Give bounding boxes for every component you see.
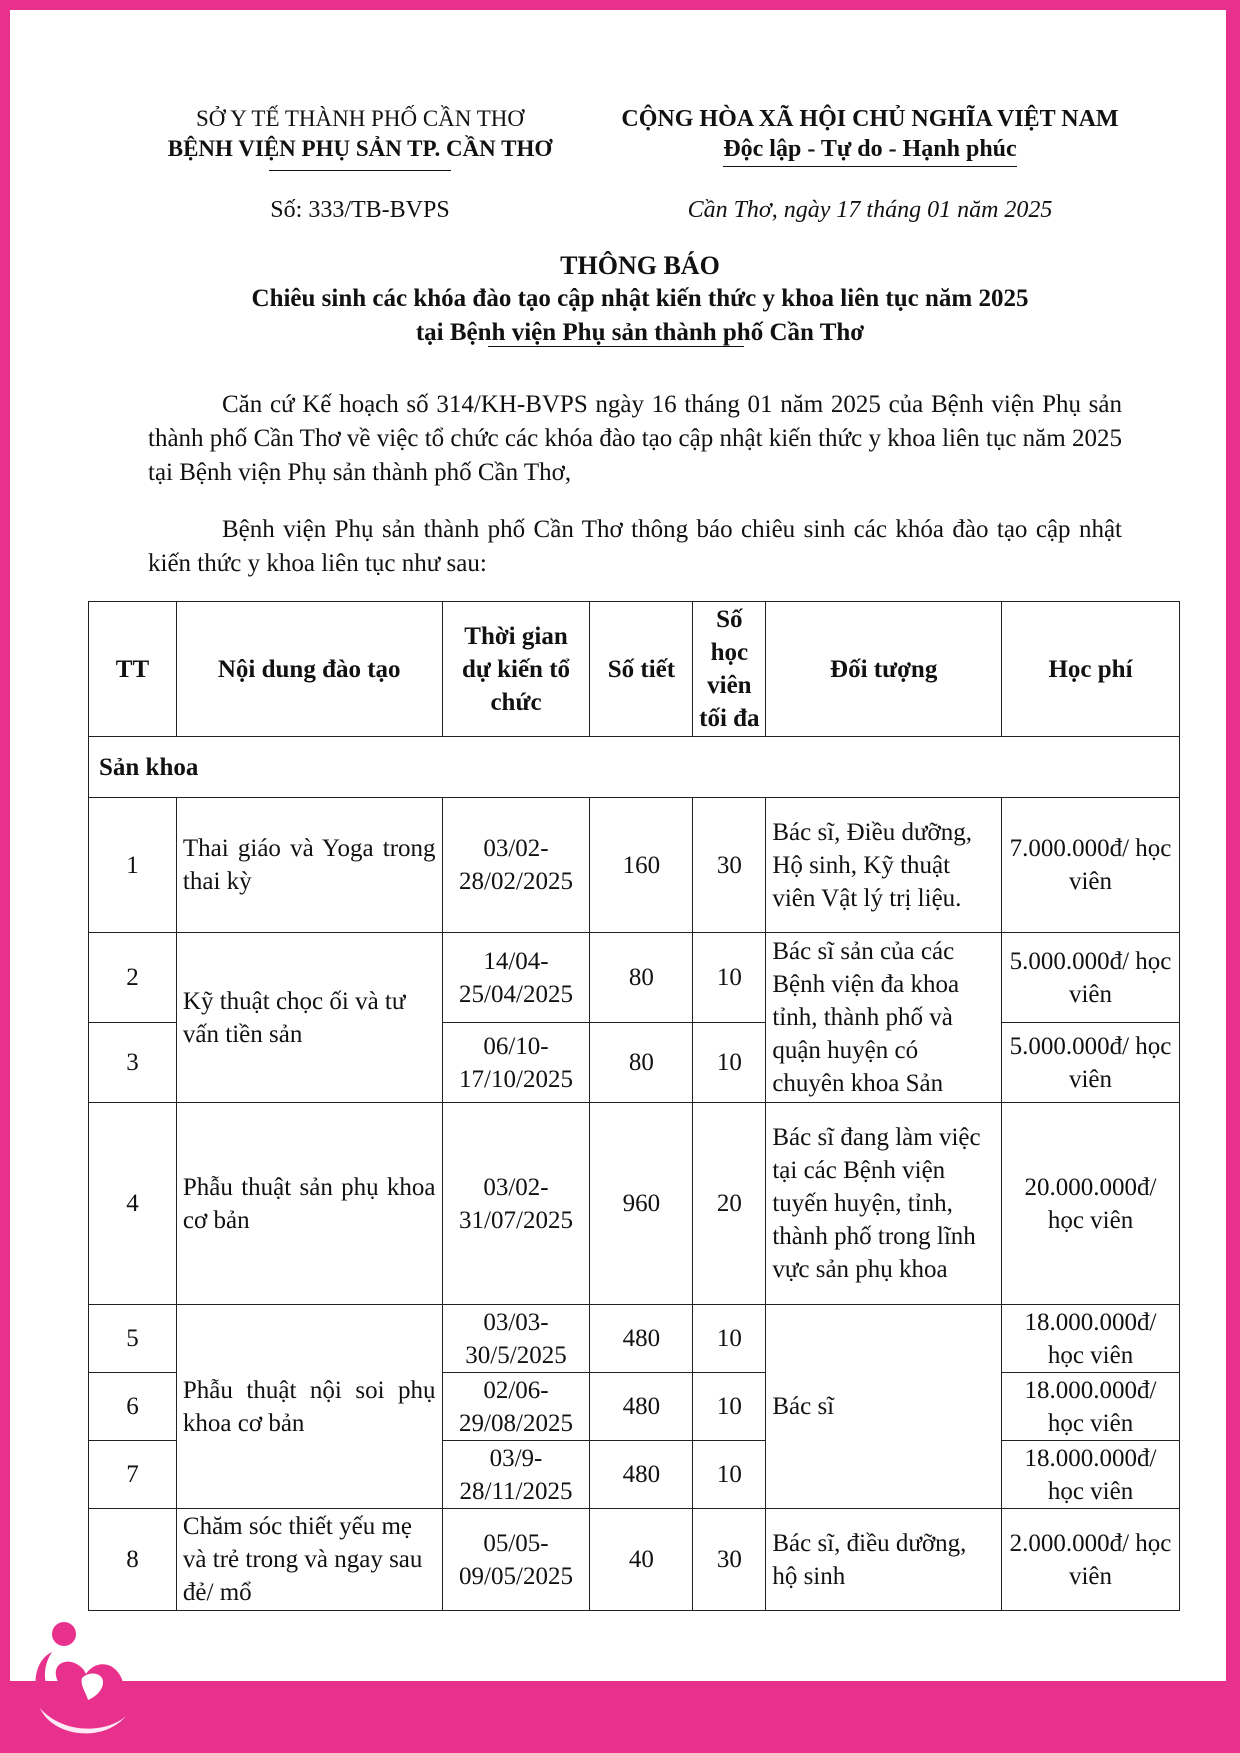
cell-content: Phẫu thuật nội soi phụ khoa cơ bản xyxy=(176,1305,442,1509)
cell-periods: 480 xyxy=(590,1305,693,1373)
cell-periods: 960 xyxy=(590,1103,693,1305)
cell-target: Bác sĩ sản của các Bệnh viện đa khoa tỉnh, thành phố và quận huyện có chuyên khoa Sản xyxy=(766,933,1002,1103)
section-row xyxy=(89,737,1180,798)
page-frame-left xyxy=(0,0,10,1753)
cell-time: 03/9-28/11/2025 xyxy=(442,1441,590,1509)
table-row xyxy=(89,1305,1180,1373)
cell-time: 03/02-31/07/2025 xyxy=(442,1103,590,1305)
cell-target: Bác sĩ đang làm việc tại các Bệnh viện tuyến huyện, tỉnh, thành phố trong lĩnh vực sản phụ khoa xyxy=(766,1103,1002,1305)
document-number: Số: 333/TB-BVPS xyxy=(270,197,450,223)
cell-fee: 18.000.000đ/ học viên xyxy=(1002,1441,1180,1509)
cell-target: Bác sĩ, Điều dưỡng, Hộ sinh, Kỹ thuật viên Vật lý trị liệu. xyxy=(766,798,1002,933)
cell-fee: 18.000.000đ/ học viên xyxy=(1002,1305,1180,1373)
cell-periods: 480 xyxy=(590,1441,693,1509)
title-underline xyxy=(488,346,744,347)
cell-max-students: 10 xyxy=(693,1305,766,1373)
title-line-1: THÔNG BÁO xyxy=(560,251,720,280)
hospital-name: BỆNH VIỆN PHỤ SẢN TP. CẦN THƠ xyxy=(167,136,553,161)
cell-fee: 5.000.000đ/ học viên xyxy=(1002,1023,1180,1103)
cell-content: Chăm sóc thiết yếu mẹ và trẻ trong và ngay sau đẻ/ mổ xyxy=(176,1509,442,1611)
cell-max-students: 10 xyxy=(693,1373,766,1441)
section-label: Sản khoa xyxy=(89,737,1180,798)
cell-time: 03/02-28/02/2025 xyxy=(442,798,590,933)
agency-header xyxy=(140,104,580,171)
table-row xyxy=(89,798,1180,933)
document-place-date: Cần Thơ, ngày 17 tháng 01 năm 2025 xyxy=(687,197,1053,223)
page-frame-right xyxy=(1226,0,1240,1753)
cell-max-students: 10 xyxy=(693,1441,766,1509)
cell-fee: 18.000.000đ/ học viên xyxy=(1002,1373,1180,1441)
cell-fee: 2.000.000đ/ học viên xyxy=(1002,1509,1180,1611)
republic-name: CỘNG HÒA XÃ HỘI CHỦ NGHĨA VIỆT NAM xyxy=(621,106,1119,132)
table-row xyxy=(89,1103,1180,1305)
header-tt: TT xyxy=(89,602,177,737)
cell-periods: 80 xyxy=(590,933,693,1023)
body-paragraph-2: Bệnh viện Phụ sản thành phố Cần Thơ thông báo chiêu sinh các khóa đào tạo cập nhật kiến thức y khoa liên tục như sau: xyxy=(148,516,1122,577)
national-motto: Độc lập - Tự do - Hạnh phúc xyxy=(723,134,1016,167)
header-target: Đối tượng xyxy=(766,602,1002,737)
courses-table xyxy=(88,601,1180,1611)
cell-fee: 5.000.000đ/ học viên xyxy=(1002,933,1180,1023)
cell-target: Bác sĩ xyxy=(766,1305,1002,1509)
cell-tt: 8 xyxy=(89,1509,177,1611)
cell-content: Kỹ thuật chọc ối và tư vấn tiền sản xyxy=(176,933,442,1103)
cell-fee: 7.000.000đ/ học viên xyxy=(1002,798,1180,933)
page-frame-top xyxy=(0,0,1240,10)
header-periods: Số tiết xyxy=(590,602,693,737)
cell-periods: 160 xyxy=(590,798,693,933)
cell-max-students: 30 xyxy=(693,798,766,933)
cell-tt: 6 xyxy=(89,1373,177,1441)
cell-max-students: 10 xyxy=(693,1023,766,1103)
cell-time: 02/06-29/08/2025 xyxy=(442,1373,590,1441)
agency-name: SỞ Y TẾ THÀNH PHỐ CẦN THƠ xyxy=(196,106,524,131)
cell-target: Bác sĩ, điều dưỡng, hộ sinh xyxy=(766,1509,1002,1611)
table-header-row xyxy=(89,602,1180,737)
header-fee: Học phí xyxy=(1002,602,1180,737)
header-content: Nội dung đào tạo xyxy=(176,602,442,737)
table-row xyxy=(89,1509,1180,1611)
cell-time: 06/10-17/10/2025 xyxy=(442,1023,590,1103)
title-line-3: tại Bệnh viện Phụ sản thành phố Cần Thơ xyxy=(415,319,865,346)
cell-max-students: 30 xyxy=(693,1509,766,1611)
cell-periods: 80 xyxy=(590,1023,693,1103)
body-paragraph-1: Căn cứ Kế hoạch số 314/KH-BVPS ngày 16 tháng 01 năm 2025 của Bệnh viện Phụ sản thành phố Cần Thơ về việc tổ chức các khóa đào tạo cập nhật kiến thức y khoa liên tục năm 2025 tại Bệnh viện Phụ sản thành phố Cần Thơ, xyxy=(148,391,1122,486)
cell-fee: 20.000.000đ/ học viên xyxy=(1002,1103,1180,1305)
cell-tt: 1 xyxy=(89,798,177,933)
document-title xyxy=(140,250,1140,351)
header-max-students: Số học viên tối đa xyxy=(693,602,766,737)
cell-max-students: 10 xyxy=(693,933,766,1023)
cell-tt: 7 xyxy=(89,1441,177,1509)
agency-underline xyxy=(269,170,451,171)
header-time: Thời gian dự kiến tổ chức xyxy=(442,602,590,737)
national-header xyxy=(600,104,1140,167)
cell-tt: 2 xyxy=(89,933,177,1023)
table-row xyxy=(89,933,1180,1023)
cell-periods: 40 xyxy=(590,1509,693,1611)
cell-content: Phẫu thuật sản phụ khoa cơ bản xyxy=(176,1103,442,1305)
cell-periods: 480 xyxy=(590,1373,693,1441)
cell-tt: 5 xyxy=(89,1305,177,1373)
cell-time: 14/04-25/04/2025 xyxy=(442,933,590,1023)
cell-time: 03/03-30/5/2025 xyxy=(442,1305,590,1373)
cell-content: Thai giáo và Yoga trong thai kỳ xyxy=(176,798,442,933)
hospital-logo-icon xyxy=(22,1612,142,1742)
cell-tt: 4 xyxy=(89,1103,177,1305)
title-line-2: Chiêu sinh các khóa đào tạo cập nhật kiến thức y khoa liên tục năm 2025 xyxy=(251,285,1029,312)
cell-time: 05/05-09/05/2025 xyxy=(442,1509,590,1611)
cell-max-students: 20 xyxy=(693,1103,766,1305)
cell-tt: 3 xyxy=(89,1023,177,1103)
page-frame-bottom xyxy=(0,1681,1240,1753)
